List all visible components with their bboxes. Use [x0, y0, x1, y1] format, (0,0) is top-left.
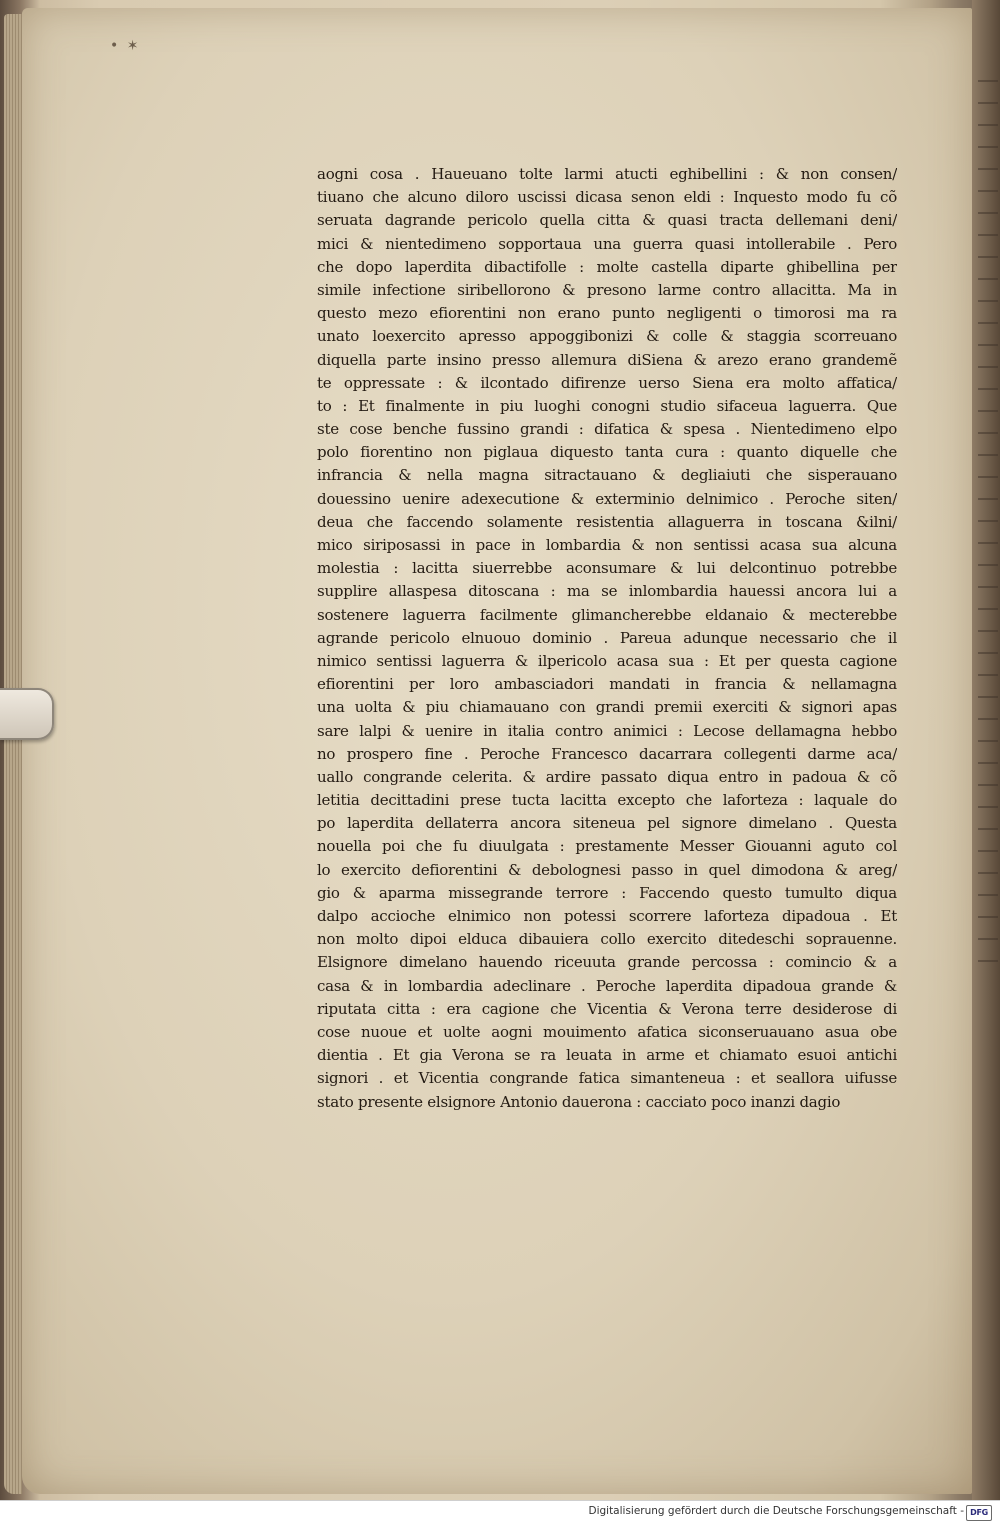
page-clip — [0, 688, 54, 740]
text-line: stato presente elsignore Antonio dauerona : cacciato poco inanzi dagio — [317, 1092, 841, 1111]
dfg-logo-icon: DFG — [966, 1505, 992, 1521]
text-line: nimico sentissi laguerra & ilpericolo acasa sua : Et per questa cagione — [317, 651, 897, 670]
text-line: no prospero fine . Peroche Francesco dacarrara collegenti darme aca/ — [317, 744, 897, 763]
incunabula-text-block — [317, 163, 897, 1114]
facing-page-text-shadow — [978, 80, 998, 980]
text-line: dalpo accioche elnimico non potessi scorrere laforteza dipadoua . Et — [317, 907, 897, 925]
corner-mark: • ✶ — [110, 38, 141, 54]
text-line: tiuano che alcuno diloro uscissi dicasa senon eldi : Inquesto modo fu cõ — [317, 188, 897, 207]
footer-bar — [0, 1500, 1000, 1523]
text-line: supplire allaspesa ditoscana : ma se inlombardia hauessi ancora lui a — [317, 582, 897, 601]
text-line: questo mezo efiorentini non erano punto negligenti o timorosi ma ra — [317, 304, 897, 323]
text-line: infrancia & nella magna sitractauano & degliaiuti che sisperauano — [317, 466, 897, 485]
text-line: te oppressate : & ilcontado difirenze uerso Siena era molto affatica/ — [317, 373, 897, 392]
text-line: letitia decittadini prese tucta lacitta excepto che laforteza : laquale do — [317, 791, 897, 810]
text-line: Elsignore dimelano hauendo riceuuta grande percossa : comincio & a — [317, 953, 897, 972]
text-line: non molto dipoi elduca dibauiera collo exercito ditedeschi soprauenne. — [317, 930, 897, 949]
text-line: uallo congrande celerita. & ardire passato diqua entro in padoua & cõ — [317, 767, 897, 786]
text-line: che dopo laperdita dibactifolle : molte castella diparte ghibellina per — [317, 257, 897, 276]
text-line: nouella poi che fu diuulgata : prestamente Messer Giouanni aguto col — [317, 837, 897, 856]
text-line: diquella parte insino presso allemura diSiena & arezo erano grandemẽ — [317, 350, 897, 369]
text-line: aogni cosa . Haueuano tolte larmi atucti eghibellini : & non consen/ — [317, 165, 897, 183]
text-line: seruata dagrande pericolo quella citta & quasi tracta dellemani deni/ — [317, 211, 897, 230]
text-line: mico siriposassi in pace in lombardia & non sentissi acasa sua alcuna — [317, 536, 897, 554]
text-line: deua che faccendo solamente resistentia allaguerra in toscana &ilni/ — [317, 512, 897, 531]
text-line: una uolta & piu chiamauano con grandi premii exerciti & signori apas — [317, 698, 897, 717]
text-line: douessino uenire adexecutione & exterminio delnimico . Peroche siten/ — [317, 489, 897, 508]
text-line: signori . et Vicentia congrande fatica simanteneua : et seallora uifusse — [317, 1069, 897, 1088]
text-line: polo fiorentino non piglaua diquesto tanta cura : quanto diquelle che — [317, 443, 897, 462]
text-line: agrande pericolo elnuouo dominio . Pareua adunque necessario che il — [317, 628, 897, 647]
text-line: mici & nientedimeno sopportaua una guerra quasi intollerabile . Pero — [317, 234, 897, 253]
text-line: simile infectione siribellorono & presono larme contro allacitta. Ma in — [317, 280, 897, 299]
text-line: dientia . Et gia Verona se ra leuata in arme et chiamato esuoi antichi — [317, 1046, 897, 1065]
text-line: casa & in lombardia adeclinare . Peroche laperdita dipadoua grande & — [317, 976, 897, 995]
text-line: unato loexercito apresso appoggibonizi & colle & staggia scorreuano — [317, 327, 897, 346]
text-line: ste cose benche fussino grandi : difatica & spesa . Nientedimeno elpo — [317, 420, 897, 439]
text-line: to : Et finalmente in piu luoghi conogni studio sifaceua laguerra. Que — [317, 396, 897, 415]
text-line: lo exercito defiorentini & debolognesi passo in quel dimodona & areg/ — [317, 860, 897, 879]
text-line: riputata citta : era cagione che Vicentia & Verona terre desiderose di — [317, 999, 897, 1018]
text-line: gio & aparma missegrande terrore : Faccendo questo tumulto diqua — [317, 883, 897, 902]
text-line: cose nuoue et uolte aogni mouimento afatica siconseruauano asua obe — [317, 1022, 897, 1041]
text-line: molestia : lacitta siuerrebbe aconsumare & lui delcontinuo potrebbe — [317, 559, 897, 578]
text-line: po laperdita dellaterra ancora siteneua pel signore dimelano . Questa — [317, 814, 897, 833]
text-line: sare lalpi & uenire in italia contro animici : Lecose dellamagna hebbo — [317, 721, 897, 740]
text-line: efiorentini per loro ambasciadori mandati in francia & nellamagna — [317, 675, 897, 694]
book-page-edges — [4, 14, 22, 1494]
footer-credit: Digitalisierung gefördert durch die Deutsche Forschungsgemeinschaft - — [588, 1505, 964, 1517]
text-line: sostenere laguerra facilmente glimancherebbe eldanaio & mecterebbe — [317, 605, 897, 624]
